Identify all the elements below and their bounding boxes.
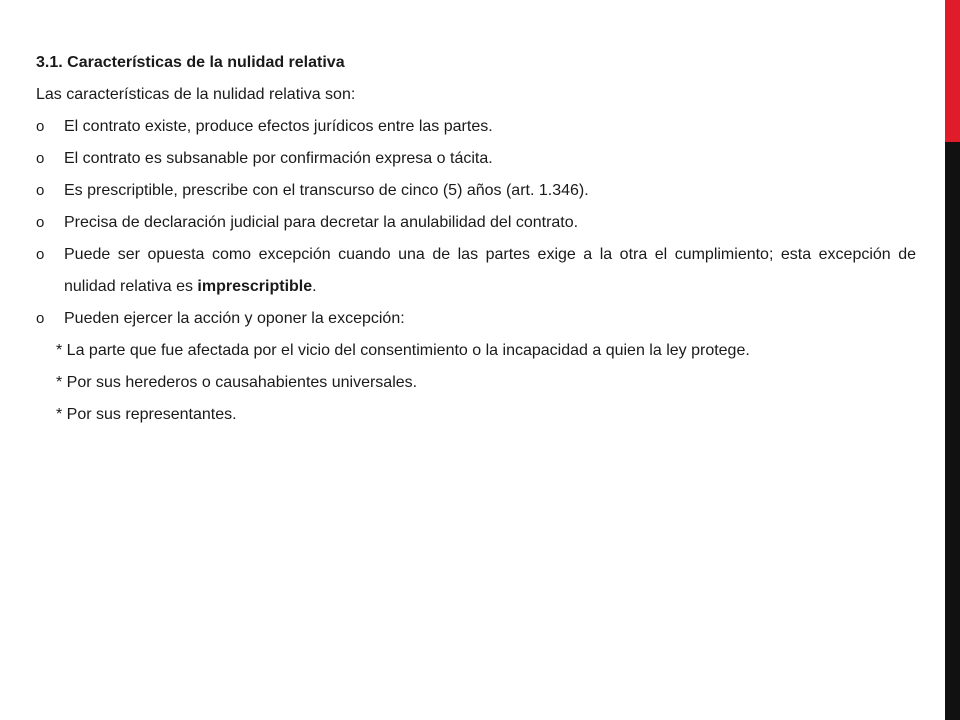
list-item-text: Es prescriptible, prescribe con el transcurso de cinco (5) años (art. 1.346). [64, 182, 589, 199]
list-item-text-end: . [312, 278, 317, 295]
list-item-text: Puede ser opuesta como excepción cuando una de las partes exige a la otra el cumplimiento; esta excepción de nulidad relativa es [64, 246, 916, 295]
characteristics-list [36, 111, 916, 335]
list-item [36, 303, 916, 335]
accent-bar-red [945, 0, 960, 142]
bullet-marker-icon: o [36, 310, 45, 327]
intro-text: Las características de la nulidad relativa son: [36, 86, 356, 103]
list-item [36, 207, 916, 239]
sub-list-item: * La parte que fue afectada por el vicio del consentimiento o la incapacidad a quien la ley protege. [56, 342, 750, 359]
list-item-text: El contrato es subsanable por confirmación expresa o tácita. [64, 150, 493, 167]
list-item-text: El contrato existe, produce efectos jurídicos entre las partes. [64, 118, 493, 135]
list-item-bold-term: imprescriptible [197, 278, 313, 295]
list-item-text: Pueden ejercer la acción y oponer la excepción: [64, 310, 405, 327]
list-item [36, 111, 916, 143]
sub-items-list [36, 335, 916, 431]
bullet-marker-icon: o [36, 118, 45, 135]
sub-list-item: * Por sus representantes. [56, 406, 237, 423]
list-item-text: Precisa de declaración judicial para decretar la anulabilidad del contrato. [64, 214, 579, 231]
list-item [36, 143, 916, 175]
bullet-marker-icon: o [36, 246, 45, 263]
accent-bar-black [945, 142, 960, 720]
sub-list-item: * Por sus herederos o causahabientes universales. [56, 374, 418, 391]
slide-content [36, 47, 916, 431]
list-item [36, 239, 916, 303]
bullet-marker-icon: o [36, 150, 45, 167]
list-item [36, 175, 916, 207]
bullet-marker-icon: o [36, 182, 45, 199]
bullet-marker-icon: o [36, 214, 45, 231]
section-heading: 3.1. Características de la nulidad relativa [36, 54, 345, 71]
